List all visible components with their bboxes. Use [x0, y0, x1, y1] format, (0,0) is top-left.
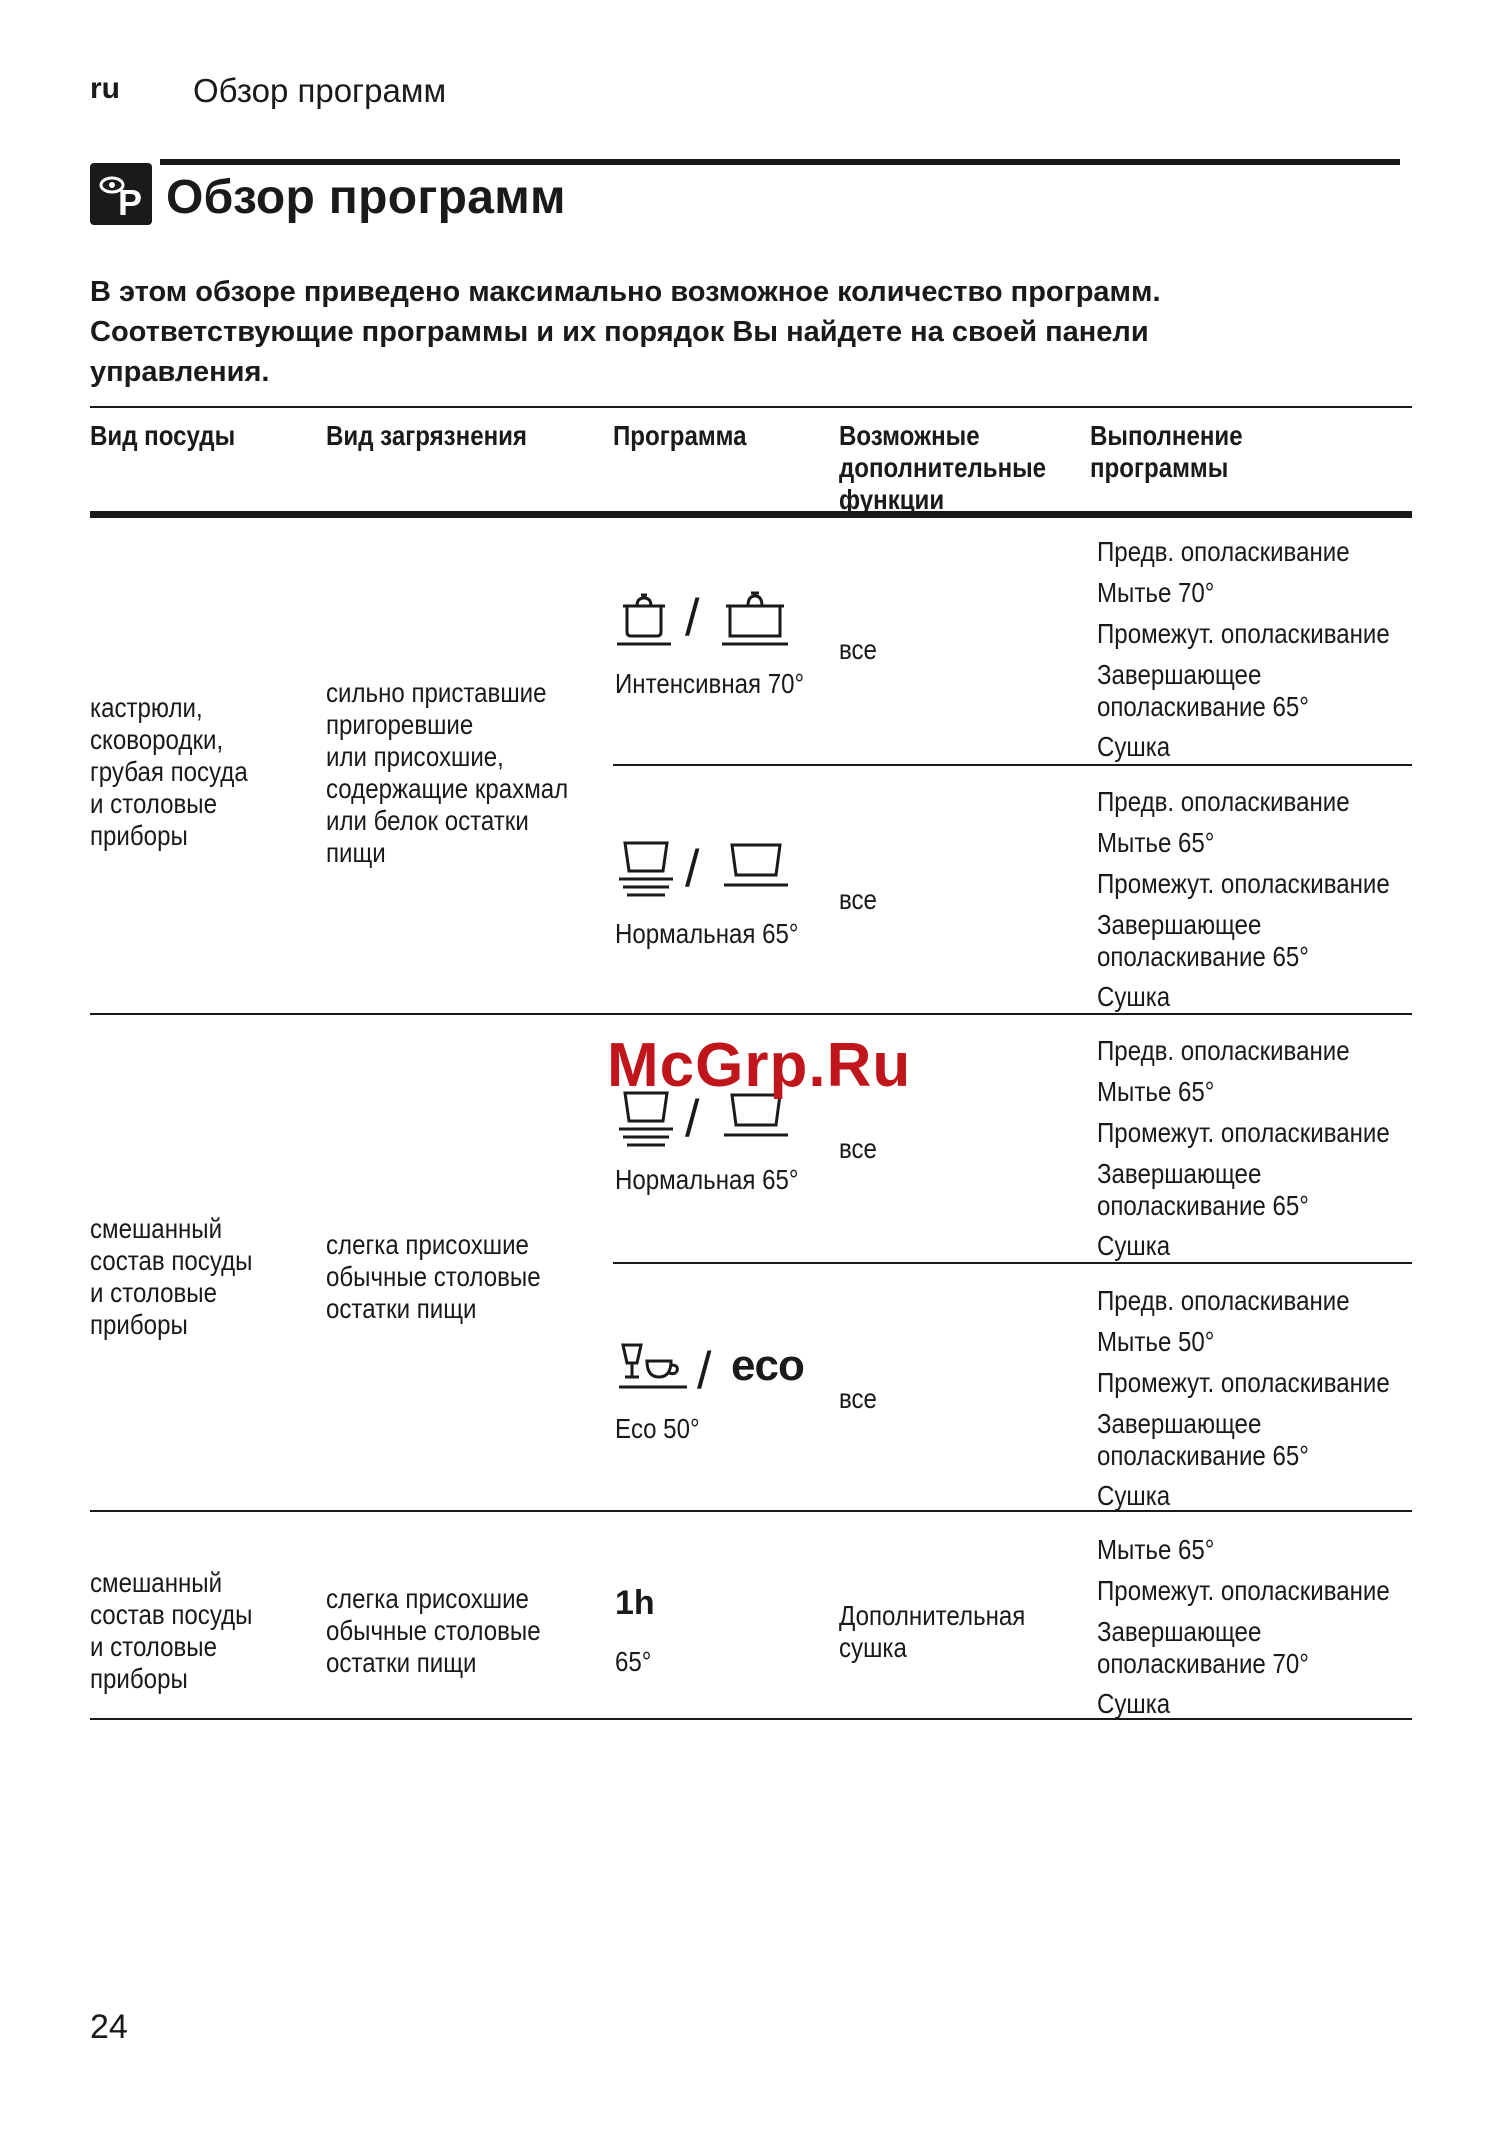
dish-type-cell — [90, 1567, 252, 1695]
table-header-rule — [90, 511, 1412, 518]
step: ополаскивание 65° — [1097, 941, 1309, 972]
step: Сушка — [1097, 1480, 1171, 1511]
text-line: Дополнительная — [839, 1600, 1026, 1631]
text-line: кастрюли, — [90, 692, 203, 723]
program-name: 65° — [615, 1646, 652, 1677]
group-divider — [90, 1013, 1412, 1015]
step: ополаскивание 65° — [1097, 1190, 1309, 1221]
header-line: программы — [1090, 452, 1229, 483]
soiling-cell — [326, 677, 568, 869]
step: Завершающее — [1097, 909, 1262, 940]
glass-cup-icon — [615, 1339, 691, 1403]
step: Сушка — [1097, 981, 1171, 1012]
step: Мытье 65° — [1097, 827, 1215, 858]
text-line: состав посуды — [90, 1599, 253, 1630]
intro-line: В этом обзоре приведено максимально возможное количество программ. — [90, 276, 1161, 308]
table-bottom-rule — [90, 1718, 1412, 1720]
step: Промежут. ополаскивание — [1097, 868, 1390, 899]
page-number: 24 — [90, 2008, 128, 2046]
step: ополаскивание 65° — [1097, 1440, 1309, 1471]
step: Предв. ополаскивание — [1097, 786, 1350, 817]
program-name: Нормальная 65° — [615, 918, 799, 949]
language-code: ru — [90, 72, 120, 105]
options-cell — [839, 1600, 1025, 1664]
intro-line: Соответствующие программы и их порядок Вы найдете на своей панели — [90, 316, 1149, 348]
text-line: состав посуды — [90, 1245, 253, 1276]
text-line: слегка присохшие — [326, 1583, 529, 1614]
header-line: дополнительные — [839, 452, 1047, 483]
text-line: пригоревшие — [326, 709, 474, 740]
step: Промежут. ополаскивание — [1097, 618, 1390, 649]
options-cell: все — [839, 634, 877, 665]
pot-icon — [615, 586, 673, 650]
text-line: сильно приставшие — [326, 677, 547, 708]
program-name: Eco 50° — [615, 1413, 700, 1444]
text-line: смешанный — [90, 1567, 223, 1598]
text-line: грубая посуда — [90, 756, 248, 787]
step: Предв. ополаскивание — [1097, 1285, 1350, 1316]
program-overview-icon — [90, 163, 152, 225]
program-name: Интенсивная 70° — [615, 668, 805, 699]
text-line: или присохшие, — [326, 741, 504, 772]
step: Сушка — [1097, 1230, 1171, 1261]
text-line: обычные столовые — [326, 1615, 541, 1646]
step: Завершающее — [1097, 1158, 1262, 1189]
dish-type-cell — [90, 1213, 252, 1341]
table-top-rule — [90, 406, 1412, 408]
col-header-options — [839, 420, 1046, 516]
step: Предв. ополаскивание — [1097, 1035, 1350, 1066]
intro-line: управления. — [90, 356, 270, 388]
step: Предв. ополаскивание — [1097, 536, 1350, 567]
text-line: остатки пищи — [326, 1293, 477, 1324]
svg-text:P: P — [118, 182, 143, 223]
options-cell: все — [839, 884, 877, 915]
text-line: сушка — [839, 1632, 907, 1663]
step: Мытье 70° — [1097, 577, 1215, 608]
plates-icon — [615, 837, 677, 901]
step: Промежут. ополаскивание — [1097, 1367, 1390, 1398]
text-line: слегка присохшие — [326, 1229, 529, 1260]
col-header-sequence — [1090, 420, 1243, 484]
header-line: Выполнение — [1090, 420, 1243, 451]
step: ополаскивание 70° — [1097, 1648, 1309, 1679]
text-line: или белок остатки — [326, 805, 529, 836]
eco-label: eco — [731, 1341, 804, 1390]
step: Сушка — [1097, 1688, 1171, 1719]
plate-icon — [720, 837, 792, 901]
intro-paragraph — [90, 272, 1330, 392]
step: ополаскивание 65° — [1097, 691, 1309, 722]
group-divider — [90, 1510, 1412, 1512]
text-line: обычные столовые — [326, 1261, 541, 1292]
header-line: функции — [839, 484, 945, 515]
step: Мытье 50° — [1097, 1326, 1215, 1357]
header-line: Возможные — [839, 420, 980, 451]
one-hour-label: 1h — [615, 1584, 655, 1622]
col-header-dish-type: Вид посуды — [90, 420, 236, 451]
step: Мытье 65° — [1097, 1534, 1215, 1565]
text-line: и столовые — [90, 1631, 218, 1662]
running-header-title: Обзор программ — [193, 72, 447, 109]
step: Промежут. ополаскивание — [1097, 1117, 1390, 1148]
step: Завершающее — [1097, 1408, 1262, 1439]
text-line: приборы — [90, 1663, 188, 1694]
watermark: McGrp.Ru — [607, 1031, 912, 1100]
soiling-cell — [326, 1583, 541, 1679]
program-name: Нормальная 65° — [615, 1164, 799, 1195]
program-symbol: / — [615, 586, 795, 650]
text-line: содержащие крахмал — [326, 773, 569, 804]
row-divider — [613, 764, 1412, 766]
step: Промежут. ополаскивание — [1097, 1575, 1390, 1606]
program-symbol: / — [615, 837, 795, 901]
text-line: сковородки, — [90, 724, 224, 755]
step: Сушка — [1097, 731, 1171, 762]
options-cell: все — [839, 1383, 877, 1414]
step: Завершающее — [1097, 659, 1262, 690]
dish-type-cell — [90, 692, 248, 852]
large-pot-icon — [720, 586, 790, 650]
step: Мытье 65° — [1097, 1076, 1215, 1107]
text-line: и столовые — [90, 788, 218, 819]
text-line: пищи — [326, 837, 386, 868]
options-cell: все — [839, 1133, 877, 1164]
text-line: и столовые — [90, 1277, 218, 1308]
row-divider — [613, 1262, 1412, 1264]
text-line: остатки пищи — [326, 1647, 477, 1678]
program-symbol: / — [615, 1087, 795, 1151]
col-header-soiling: Вид загрязнения — [326, 420, 527, 451]
page-title: Обзор программ — [166, 171, 566, 224]
text-line: смешанный — [90, 1213, 223, 1244]
program-symbol: / eco — [615, 1339, 805, 1403]
text-line: приборы — [90, 1309, 188, 1340]
title-rule — [160, 159, 1400, 165]
text-line: приборы — [90, 820, 188, 851]
soiling-cell — [326, 1229, 541, 1325]
col-header-program: Программа — [613, 420, 747, 451]
step: Завершающее — [1097, 1616, 1262, 1647]
